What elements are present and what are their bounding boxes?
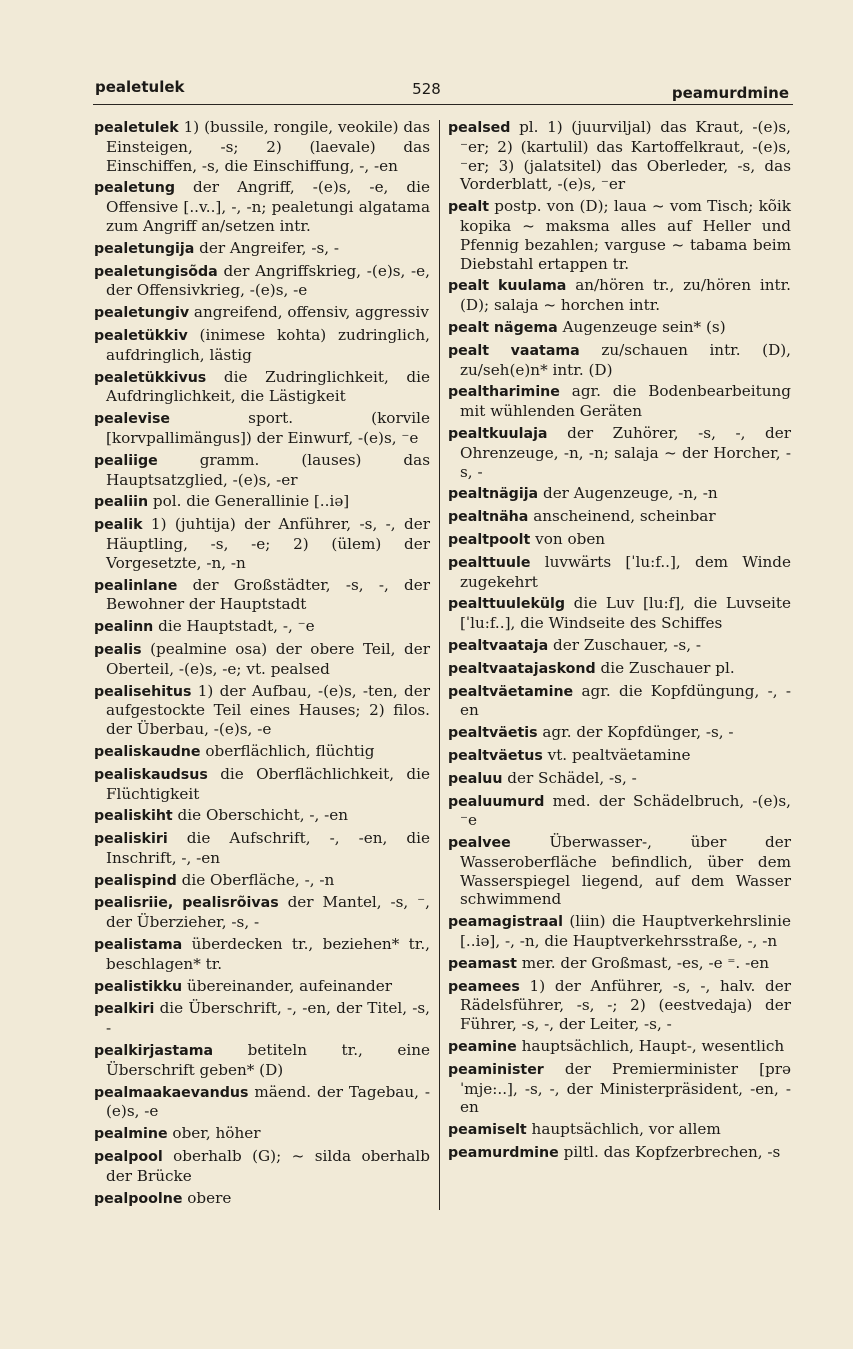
entry-definition: sport. (korvile [korvpallimängus]) der Einwurf, -(e)s, ⁻e [106, 409, 430, 447]
entry-headword: pealt nägema [448, 319, 558, 336]
entry-definition: die Aufschrift, -, -en, die Inschrift, -, -en [106, 829, 430, 867]
entry-definition: pol. die Generallinie [..iə] [152, 492, 350, 511]
dictionary-entry [94, 515, 430, 572]
entry-definition: (liin) die Hauptverkehrslinie [..iə], -, -n, die Hauptverkehrsstraße, -, -n [460, 912, 792, 951]
entry-definition: angreifend, offensiv, aggressiv [193, 303, 429, 322]
dictionary-entry [448, 341, 791, 380]
entry-definition: agr. die Bodenbearbeitung mit wühlenden Geräten [460, 382, 792, 421]
entry-headword: peamast [448, 955, 517, 972]
dictionary-entry [448, 977, 791, 1034]
entry-definition: agr. die Kopfdüngung, -, -en [460, 681, 792, 720]
entry-headword: pealistikku [94, 978, 183, 995]
running-head-right: peamurdmine [671, 84, 789, 102]
entry-definition: 1) der Aufbau, -(e)s, -ten, der aufgestockte Teil eines Hauses; 2) filos. der Überbau, -(e)s, -e [106, 681, 430, 739]
entry-definition: 1) (bussile, rongile, veokile) das Einsteigen, -s; 2) (laevale) das Einschiffen, -s, die Einschiffung, -, -en [106, 118, 430, 175]
entry-definition: zu/schauen intr. (D), zu/seh(e)n* intr. (D) [460, 340, 791, 379]
entry-definition: anscheinend, scheinbar [533, 507, 716, 526]
entry-headword: pealispind [94, 872, 177, 889]
dictionary-entry [94, 893, 430, 932]
entry-headword: pealtkuulaja [448, 425, 548, 442]
dictionary-entry [448, 682, 791, 721]
entry-headword: pealetulek [94, 120, 179, 136]
entry-headword: pealtpoolt [448, 531, 531, 548]
entry-definition: 1) (juhtija) der Anführer, -s, -, der Häuptling, -s, -e; 2) (ülem) der Vorgesetzte, -n, -n [106, 515, 431, 572]
entry-headword: peamine [448, 1039, 517, 1056]
entry-headword: peaminister [448, 1061, 544, 1078]
dictionary-entry [94, 617, 430, 637]
entry-headword: pealmaakaevandus [94, 1084, 249, 1101]
dictionary-entry [94, 1124, 430, 1144]
dictionary-entry [448, 912, 791, 951]
dictionary-entry [94, 999, 430, 1038]
entry-headword: peamagistraal [448, 914, 563, 931]
entry-definition: an/hören tr., zu/hören intr. (D); salaja ~ horchen intr. [460, 276, 791, 315]
entry-headword: pealtnäha [448, 509, 529, 526]
dictionary-entry [94, 368, 430, 407]
entry-headword: pealtväetus [448, 747, 543, 764]
entry-definition: der Zuhörer, -s, -, der Ohrenzeuge, -n, -n; salaja ~ der Horcher, -s, - [460, 423, 792, 481]
entry-headword: pealisriie, pealisrõivas [94, 895, 279, 912]
dictionary-entry [448, 1037, 791, 1057]
entry-definition: der Schädel, -s, - [507, 768, 637, 787]
entry-definition: die Hauptstadt, -, ⁻e [158, 617, 315, 636]
entry-definition: mäend. der Tagebau, -(e)s, -e [106, 1082, 430, 1121]
dictionary-entry [448, 1120, 791, 1140]
dictionary-entry [448, 954, 791, 974]
entry-headword: pealpool [94, 1149, 163, 1166]
entry-headword: pealetung [94, 180, 175, 197]
right-column [448, 118, 791, 1166]
entry-headword: pealetungisõda [94, 263, 218, 280]
entry-headword: pealetükkiv [94, 327, 188, 344]
dictionary-entry [94, 682, 430, 739]
entry-headword: pealuu [448, 770, 503, 787]
entry-headword: pealt kuulama [448, 278, 567, 295]
entry-definition: die Zudringlichkeit, die Aufdringlichkeit, die Lästigkeit [106, 367, 431, 406]
entry-definition: Augenzeuge sein* (s) [562, 317, 726, 336]
entry-definition: luvwärts [ˈlu:f..], dem Winde zugekehrt [460, 552, 792, 591]
dictionary-entry [448, 197, 791, 273]
dictionary-entry [94, 118, 430, 175]
dictionary-entry [448, 530, 791, 550]
dictionary-entry [94, 1189, 430, 1209]
dictionary-entry [448, 424, 791, 481]
entry-definition: betiteln tr., eine Überschrift geben* (D) [106, 1041, 430, 1079]
entry-headword: pealuumurd [448, 793, 545, 810]
entry-definition: hauptsächlich, Haupt-, wesentlich [521, 1037, 785, 1056]
entry-headword: pealiskaudsus [94, 766, 208, 783]
entry-definition: von oben [535, 529, 606, 548]
dictionary-entry [94, 742, 430, 762]
entry-headword: pealetungiv [94, 305, 190, 322]
dictionary-entry [94, 326, 430, 365]
entry-headword: pealiskaudne [94, 743, 201, 760]
entry-definition: der Angriffskrieg, -(e)s, -e, der Offensivkrieg, -(e)s, -e [106, 261, 430, 300]
entry-headword: pealtväetamine [448, 683, 574, 700]
entry-headword: pealtväetis [448, 725, 538, 742]
entry-definition: pl. 1) (juurviljal) das Kraut, -(e)s, ⁻er; 2) (kartulil) das Kartoffelkraut, -(e)s, ⁻er; 3) (jalatsitel) das Oberleder, -s, das Vorderblatt, -(e)s, ⁻er [460, 118, 792, 194]
entry-headword: pealiige [94, 452, 158, 469]
entry-definition: der Angreifer, -s, - [199, 238, 340, 257]
dictionary-entry [448, 1060, 791, 1117]
entry-headword: pealisehitus [94, 683, 192, 700]
dictionary-entry [448, 833, 791, 909]
dictionary-entry [448, 318, 791, 338]
entry-definition: piltl. das Kopfzerbrechen, -s [563, 1143, 781, 1162]
entry-definition: die Oberschicht, -, -en [177, 806, 349, 825]
entry-headword: pealkirjastama [94, 1043, 214, 1060]
page-number: 528 [412, 80, 441, 98]
entry-definition: Überwasser-, über der Wasseroberfläche befindlich, über dem Wasserspiegel liegend, auf dem Wasser schwimmend [460, 833, 792, 909]
entry-headword: pealevise [94, 411, 171, 428]
dictionary-entry [448, 769, 791, 789]
dictionary-entry [94, 303, 430, 323]
entry-definition: die Überschrift, -, -en, der Titel, -s, - [106, 999, 431, 1038]
dictionary-entry [448, 659, 791, 679]
entry-definition: die Zuschauer pl. [600, 658, 735, 677]
dictionary-entry [94, 178, 430, 235]
dictionary-entry [448, 484, 791, 504]
entry-definition: (pealmine osa) der obere Teil, der Oberteil, -(e)s, -e; vt. pealsed [106, 639, 430, 678]
dictionary-entry [94, 409, 430, 448]
entry-definition: der Großstädter, -s, -, der Bewohner der Hauptstadt [106, 575, 431, 614]
entry-headword: pealsed [448, 120, 511, 136]
dictionary-entry [448, 118, 791, 194]
entry-headword: pealkiri [94, 1001, 155, 1018]
entry-headword: peamurdmine [448, 1145, 559, 1162]
left-column [94, 118, 430, 1211]
dictionary-entry [94, 765, 430, 804]
entry-headword: pealis [94, 641, 142, 658]
dictionary-entry [94, 1041, 430, 1080]
entry-headword: pealtvaatajaskond [448, 660, 596, 677]
entry-definition: überdecken tr., beziehen* tr., beschlagen* tr. [106, 935, 431, 973]
entry-definition: obere [187, 1188, 232, 1207]
entry-definition: postp. von (D); laua ~ vom Tisch; kõik kopika ~ maksma alles auf Heller und Pfennig bezahlen; varguse ~ tabama beim Diebstahl ertappen tr. [460, 197, 791, 273]
entry-definition: ober, höher [172, 1124, 261, 1143]
entry-definition: vt. pealtväetamine [547, 745, 691, 764]
dictionary-entry [448, 594, 791, 633]
entry-headword: pealik [94, 517, 143, 534]
header-rule [93, 104, 793, 105]
entry-headword: pealttuule [448, 554, 531, 571]
dictionary-entry [448, 746, 791, 766]
entry-headword: pealmine [94, 1126, 168, 1143]
entry-definition: gramm. (lauses) das Hauptsatzglied, -(e)s, -er [106, 450, 430, 489]
entry-headword: pealistama [94, 937, 183, 954]
dictionary-entry [94, 451, 430, 490]
entry-headword: pealtharimine [448, 384, 560, 401]
entry-definition: der Angriff, -(e)s, -e, die Offensive [..v..], -, -n; pealetungi algatama zum Angriff an/setzen intr. [106, 178, 430, 235]
dictionary-entry [448, 382, 791, 421]
entry-headword: peamiselt [448, 1122, 527, 1139]
entry-headword: pealiskiri [94, 831, 168, 848]
entry-definition: die Oberflächlichkeit, die Flüchtigkeit [106, 764, 430, 803]
entry-definition: (inimese kohta) zudringlich, aufdringlich, lästig [106, 325, 430, 364]
dictionary-entry [94, 1147, 430, 1186]
entry-headword: pealetungija [94, 240, 195, 257]
dictionary-entry [94, 1083, 430, 1122]
entry-headword: peamees [448, 978, 520, 995]
entry-definition: übereinander, aufeinander [186, 976, 393, 995]
entry-headword: pealiskiht [94, 808, 173, 825]
entry-definition: der Mantel, -s, ⁻, der Überzieher, -s, - [106, 893, 431, 932]
entry-definition: med. der Schädelbruch, -(e)s, ⁻e [460, 791, 791, 830]
entry-definition: die Luv [lu:f], die Luvseite [ˈlu:f..], die Windseite des Schiffes [460, 594, 792, 633]
dictionary-entry [448, 792, 791, 831]
entry-headword: pealpoolne [94, 1190, 183, 1207]
dictionary-entry [448, 507, 791, 527]
dictionary-entry [448, 723, 791, 743]
entry-headword: pealetükkivus [94, 369, 207, 386]
dictionary-entry [94, 829, 430, 868]
entry-headword: pealvee [448, 835, 511, 852]
dictionary-entry [448, 1143, 791, 1163]
entry-definition: agr. der Kopfdünger, -s, - [542, 723, 734, 742]
dictionary-entry [448, 636, 791, 656]
entry-headword: pealtnägija [448, 486, 539, 503]
dictionary-entry [94, 935, 430, 974]
entry-definition: oberhalb (G); ~ silda oberhalb der Brücke [106, 1147, 430, 1185]
dictionary-entry [94, 492, 430, 512]
dictionary-entry [94, 977, 430, 997]
entry-headword: pealt vaatama [448, 342, 580, 359]
dictionary-entry [94, 262, 430, 301]
entry-definition: die Oberfläche, -, -n [181, 870, 335, 889]
entry-headword: pealttuulekülg [448, 596, 566, 613]
entry-definition: der Zuschauer, -s, - [553, 635, 702, 654]
entry-headword: pealinn [94, 619, 154, 636]
column-divider [439, 120, 440, 1210]
dictionary-entry [94, 576, 430, 615]
dictionary-entry [448, 553, 791, 592]
entry-definition: der Premierminister [prəˈmje:..], -s, -, der Ministerpräsident, -en, -en [460, 1059, 792, 1117]
running-head-left: pealetulek [95, 78, 185, 96]
entry-definition: der Augenzeuge, -n, -n [542, 484, 718, 503]
entry-headword: pealiin [94, 494, 149, 511]
entry-headword: pealtvaataja [448, 637, 549, 654]
dictionary-entry [94, 239, 430, 259]
dictionary-entry [94, 806, 430, 826]
entry-headword: pealinlane [94, 577, 178, 594]
dictionary-entry [94, 871, 430, 891]
dictionary-entry [94, 640, 430, 679]
entry-definition: 1) der Anführer, -s, -, halv. der Rädelsführer, -s, -; 2) (eestvedaja) der Führer, -s, -, der Leiter, -s, - [460, 976, 791, 1034]
entry-definition: hauptsächlich, vor allem [531, 1120, 721, 1139]
dictionary-entry [448, 276, 791, 315]
entry-definition: mer. der Großmast, -es, -e ⁼. -en [521, 953, 769, 972]
entry-definition: oberflächlich, flüchtig [205, 741, 375, 760]
entry-headword: pealt [448, 199, 489, 216]
